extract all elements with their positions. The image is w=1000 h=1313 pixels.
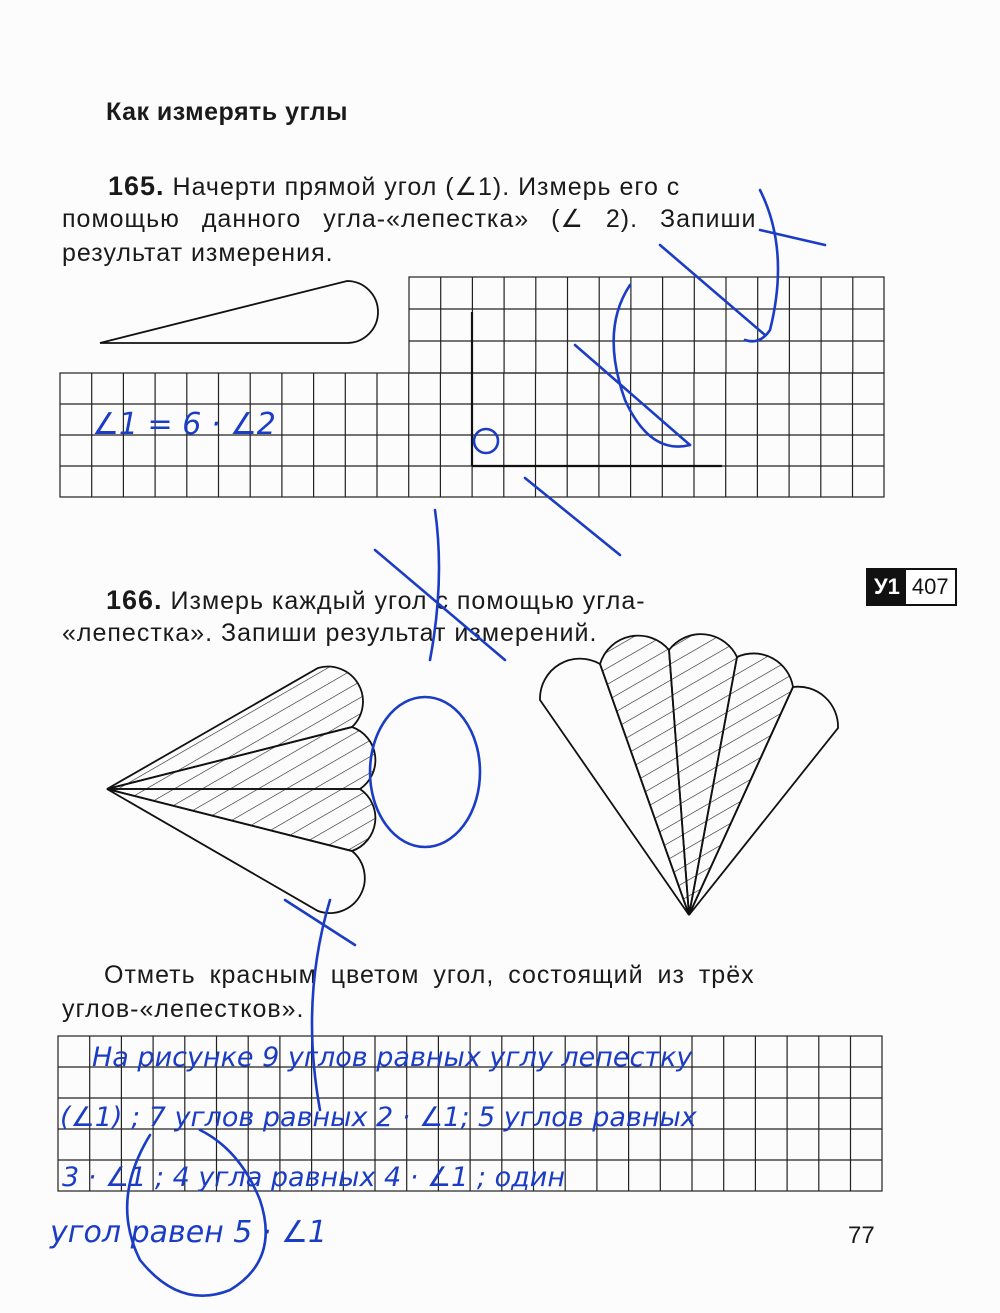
ink-scribble-line <box>660 245 765 335</box>
fan-figure-left <box>107 667 375 913</box>
petal-angle-shape <box>100 281 378 343</box>
ink-scribble-line-3 <box>525 478 620 555</box>
mark-instruction-line2: углов-«лепестков». <box>62 995 305 1023</box>
ink-stroke-diag <box>430 510 439 660</box>
ex165-text-1: Начерти прямой угол (∠1). Измерь его с <box>172 173 681 201</box>
fan-figure-right <box>540 634 838 915</box>
page-number: 77 <box>848 1222 875 1249</box>
grid-165-top <box>409 277 884 373</box>
answer-166-line3: 3 · ∠1 ; 4 угла равных 4 · ∠1 ; один <box>62 1162 565 1193</box>
ink-circle-small <box>474 429 498 453</box>
ink-scribble-line-2 <box>575 345 690 445</box>
ink-scribble-hook <box>745 190 778 341</box>
badge-number: 407 <box>906 570 955 604</box>
ex166-text-1: Измерь каждый угол с помощью угла- <box>170 587 646 615</box>
answer-165: ∠1 = 6 · ∠2 <box>92 407 276 442</box>
ink-oval <box>370 697 480 847</box>
ink-strike <box>760 230 825 245</box>
drawn-right-angle <box>472 312 722 466</box>
badge-prefix: У1 <box>868 570 906 604</box>
mark-instruction-line1: Отметь красным цветом угол, состоящий из трёх <box>104 961 755 989</box>
ex166-line2: «лепестка». Запиши результат измерений. <box>62 619 598 647</box>
ex165-line3: результат измерения. <box>62 239 334 267</box>
section-title: Как измерять углы <box>106 98 349 126</box>
ex166-number: 166. <box>106 585 163 615</box>
answer-166-line4: угол равен 5 · ∠1 <box>50 1215 327 1250</box>
answer-166-line1: На рисунке 9 углов равных углу лепестку <box>92 1042 693 1073</box>
ink-loop-bottom <box>127 1130 266 1296</box>
ex165-number: 165. <box>108 171 165 201</box>
ex165-line2: помощью данного угла-«лепестка» (∠ 2). Запиши <box>62 205 757 233</box>
ink-stroke-bottom-2 <box>312 900 330 1110</box>
answer-166-line2: (∠1) ; 7 углов равных 2 · ∠1; 5 углов равных <box>60 1102 697 1133</box>
